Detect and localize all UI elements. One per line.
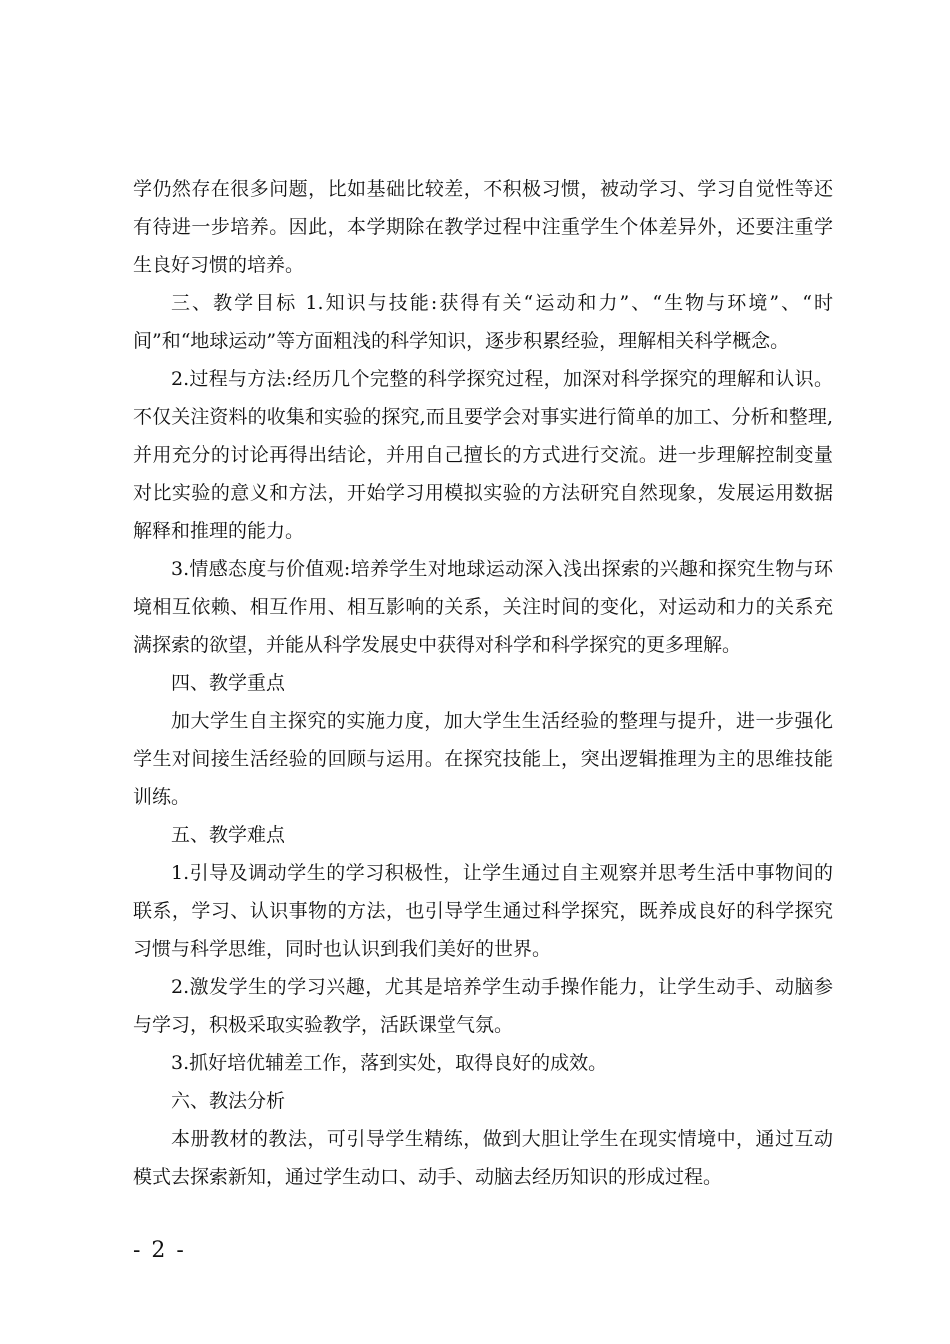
paragraph-attitude-values: 3.情感态度与价值观:培养学生对地球运动深入浅出探索的兴趣和探究生物与环境相互依赖、相互作用、相互影响的关系，关注时间的变化，对运动和力的关系充满探索的欲望，并能从科学发展史中获得对科学和科学探究的更多理解。 (133, 558, 833, 656)
paragraph-teaching-focus: 加大学生自主探究的实施力度，加大学生生活经验的整理与提升，进一步强化学生对间接生活经验的回顾与运用。在探究技能上，突出逻辑推理为主的思维技能训练。 (133, 710, 833, 808)
paragraph-continuation: 学仍然存在很多问题，比如基础比较差，不积极习惯，被动学习、学习自觉性等还有待进一步培养。因此，本学期除在教学过程中注重学生个体差异外，还要注重学生良好习惯的培养。 (133, 178, 833, 276)
document-body (133, 170, 833, 1196)
paragraph-process-method: 2.过程与方法:经历几个完整的科学探究过程，加深对科学探究的理解和认识。不仅关注资料的收集和实验的探究,而且要学会对事实进行简单的加工、分析和整理,并用充分的讨论再得出结论，并用自己擅长的方式进行交流。进一步理解控制变量对比实验的意义和方法，开始学习用模拟实验的方法研究自然现象，发展运用数据解释和推理的能力。 (133, 368, 833, 542)
paragraph-difficulty-3: 3.抓好培优辅差工作，落到实处，取得良好的成效。 (171, 1052, 608, 1074)
paragraph-difficulty-2: 2.激发学生的学习兴趣，尤其是培养学生动手操作能力，让学生动手、动脑参与学习，积极采取实验教学，活跃课堂气氛。 (133, 976, 833, 1036)
heading-teaching-difficulties: 五、教学难点 (171, 824, 286, 846)
heading-teaching-method: 六、教法分析 (171, 1090, 286, 1112)
heading-teaching-focus: 四、教学重点 (171, 672, 286, 694)
paragraph-teaching-method: 本册教材的教法，可引导学生精练，做到大胆让学生在现实情境中，通过互动模式去探索新知，通过学生动口、动手、动脑去经历知识的形成过程。 (133, 1128, 833, 1188)
section-teaching-goals: 三、教学目标 1.知识与技能:获得有关“运动和力”、“生物与环境”、“时间”和“地球运动”等方面粗浅的科学知识，逐步积累经验，理解相关科学概念。 (133, 292, 833, 352)
page-number: - 2 - (133, 1238, 186, 1263)
paragraph-difficulty-1: 1.引导及调动学生的学习积极性，让学生通过自主观察并思考生活中事物间的联系，学习、认识事物的方法，也引导学生通过科学探究，既养成良好的科学探究习惯与科学思维，同时也认识到我们美好的世界。 (133, 862, 833, 960)
